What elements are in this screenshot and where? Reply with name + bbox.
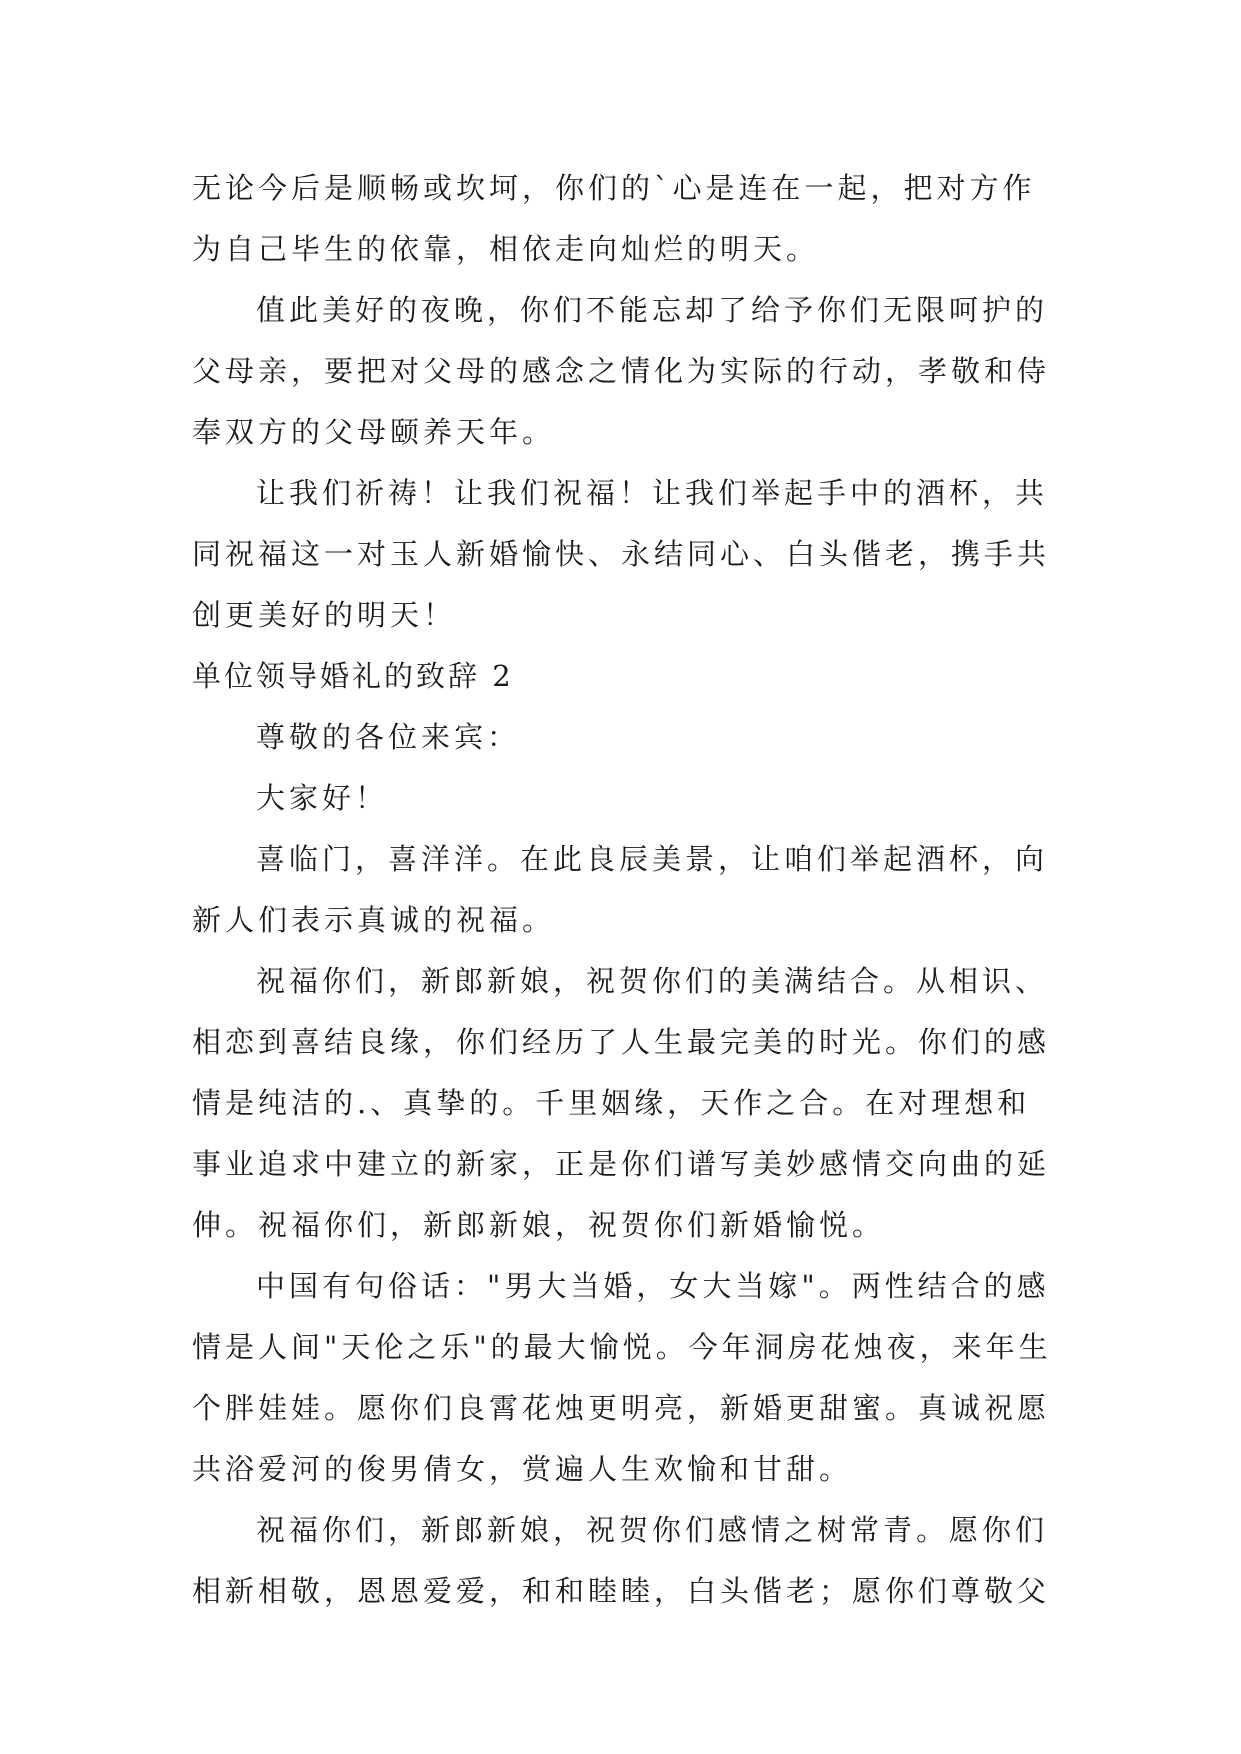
text-line: 大家好！ (256, 781, 389, 815)
text-line: 个胖娃娃。愿你们良霄花烛更明亮，新婚更甜蜜。真诚祝愿 (192, 1391, 1051, 1425)
paragraph (192, 1256, 1052, 1500)
paragraph (192, 1500, 1052, 1622)
paragraph (192, 158, 1052, 280)
text-line: 同祝福这一对玉人新婚愉快、永结同心、白头偕老，携手共 (192, 537, 1051, 571)
paragraph (192, 951, 1052, 1256)
text-line: 无论今后是顺畅或坎坷，你们的`心是连在一起，把对方作 (192, 171, 1036, 205)
text-line: 相新相敬，恩恩爱爱，和和睦睦，白头偕老；愿你们尊敬父 (192, 1574, 1051, 1608)
text-line: 共浴爱河的俊男倩女，赏遍人生欢愉和甘甜。 (192, 1452, 853, 1486)
document-page (192, 158, 1052, 1622)
paragraph (192, 280, 1052, 463)
text-line: 情是纯洁的.、真挚的。千里姻缘，天作之合。在对理想和 (192, 1086, 1031, 1120)
text-line: 情是人间"天伦之乐"的最大愉悦。今年洞房花烛夜，来年生 (192, 1330, 1052, 1364)
salutation (192, 707, 1052, 768)
text-line: 相恋到喜结良缘，你们经历了人生最完美的时光。你们的感 (192, 1025, 1051, 1059)
text-line: 尊敬的各位来宾： (256, 720, 521, 754)
text-line: 喜临门，喜洋洋。在此良辰美景，让咱们举起酒杯，向 (256, 842, 1049, 876)
text-line: 祝福你们，新郎新娘，祝贺你们的美满结合。从相识、 (256, 964, 1049, 998)
text-line: 创更美好的明天！ (192, 598, 457, 632)
greeting (192, 768, 1052, 829)
text-line: 父母亲，要把对父母的感念之情化为实际的行动，孝敬和侍 (192, 354, 1051, 388)
text-line: 祝福你们，新郎新娘，祝贺你们感情之树常青。愿你们 (256, 1513, 1049, 1547)
section-heading: 单位领导婚礼的致辞 2 (192, 659, 514, 693)
paragraph (192, 829, 1052, 951)
text-line: 事业追求中建立的新家，正是你们谱写美妙感情交向曲的延 (192, 1147, 1051, 1181)
paragraph (192, 463, 1052, 646)
text-line: 让我们祈祷！让我们祝福！让我们举起手中的酒杯，共 (256, 476, 1049, 510)
text-line: 中国有句俗话："男大当婚，女大当嫁"。两性结合的感 (256, 1269, 1050, 1303)
text-line: 伸。祝福你们，新郎新娘，祝贺你们新婚愉悦。 (192, 1208, 886, 1242)
text-line: 奉双方的父母颐养天年。 (192, 415, 556, 449)
text-line: 值此美好的夜晚，你们不能忘却了给予你们无限呵护的 (256, 293, 1049, 327)
text-line: 为自己毕生的依靠，相依走向灿烂的明天。 (192, 232, 820, 266)
text-line: 新人们表示真诚的祝福。 (192, 903, 556, 937)
